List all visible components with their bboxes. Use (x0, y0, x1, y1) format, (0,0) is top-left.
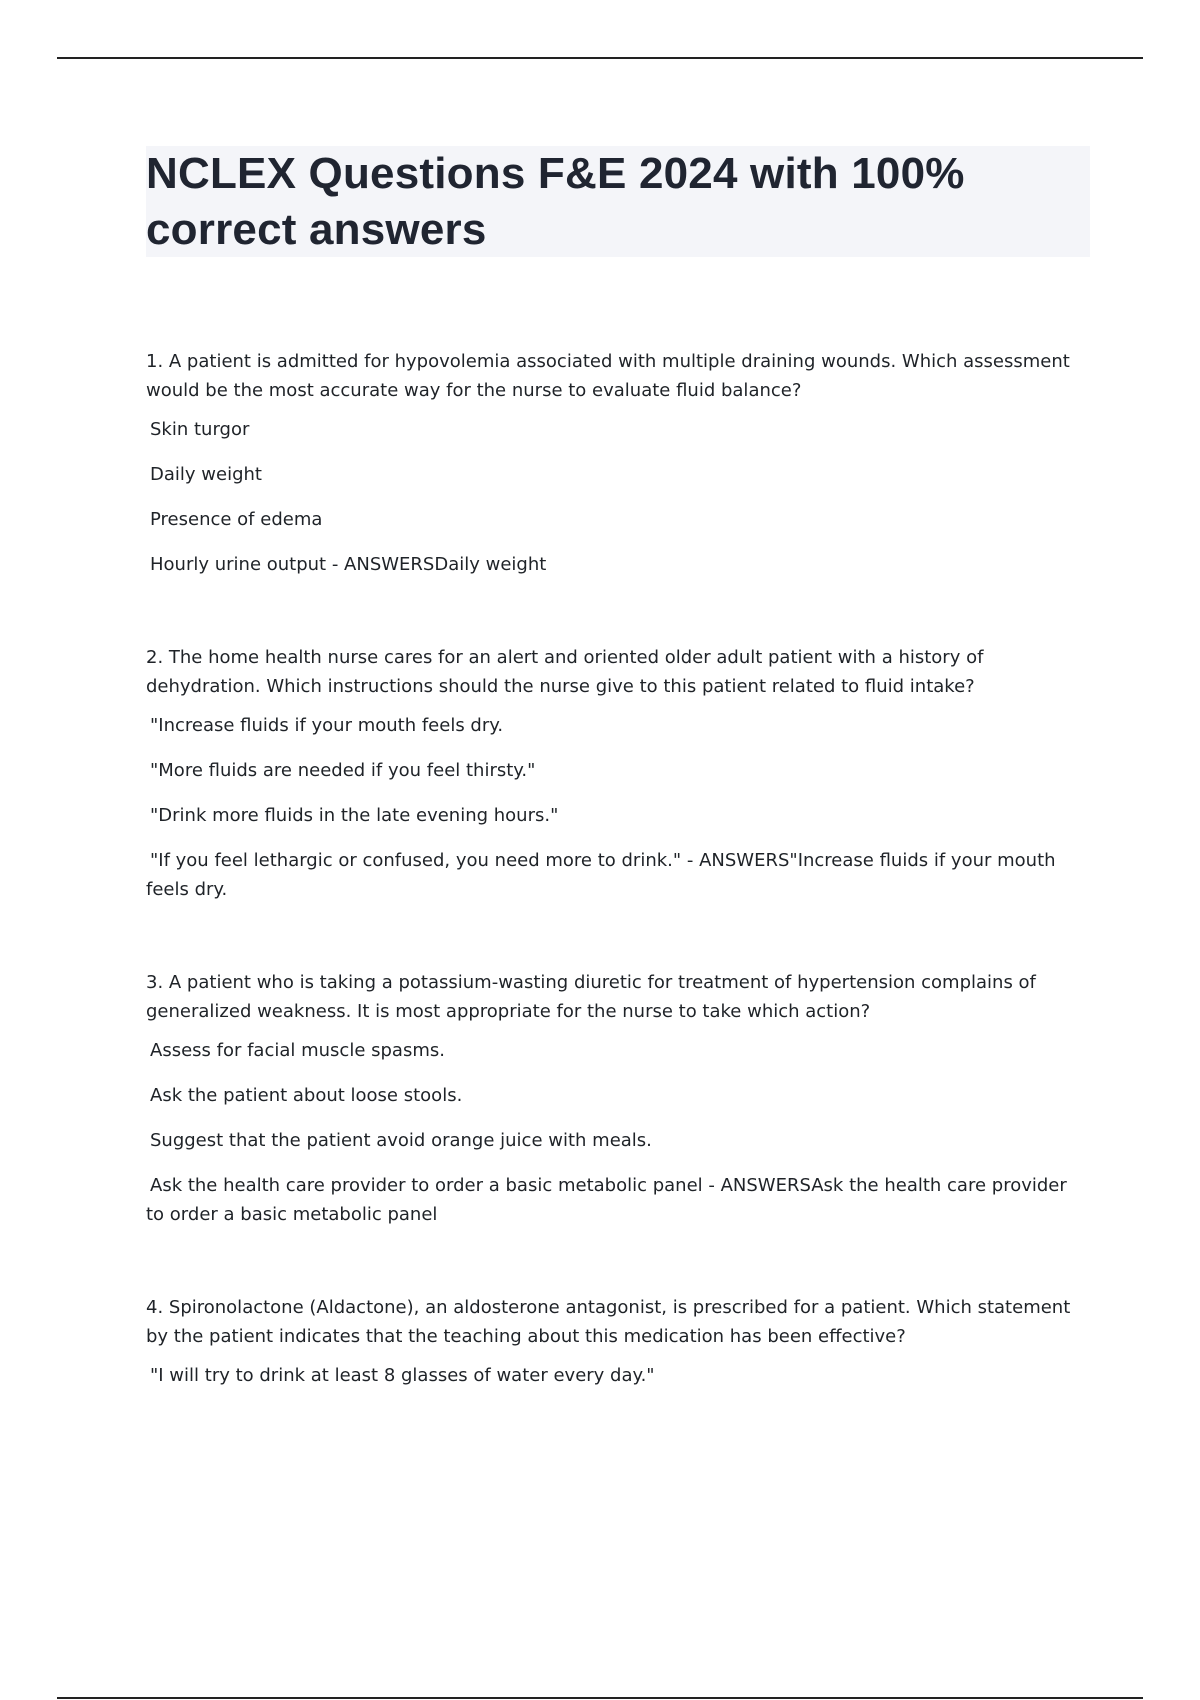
bottom-divider (57, 1697, 1143, 1699)
answer-option-with-key: Ask the health care provider to order a basic metabolic panel - ANSWERSAsk the health care provider to order a basic metabolic panel (146, 1175, 1067, 1225)
answer-option: "Drink more fluids in the late evening hours." (150, 805, 559, 826)
question-4 (146, 1293, 1086, 1390)
question-list (146, 347, 1086, 1454)
question-stem: 3. A patient who is taking a potassium-wasting diuretic for treatment of hypertension complains of generalized weakness. It is most appropriate for the nurse to take which action? (146, 972, 1036, 1022)
page-title: NCLEX Questions F&E 2024 with 100% correct answers (146, 149, 965, 254)
question-stem: 1. A patient is admitted for hypovolemia associated with multiple draining wounds. Which assessment would be the most accurate way for the nurse to evaluate fluid balance? (146, 351, 1070, 401)
question-stem: 4. Spironolactone (Aldactone), an aldosterone antagonist, is prescribed for a patient. Which statement by the patient indicates that the teaching about this medication has been effective? (146, 1297, 1071, 1347)
question-2 (146, 643, 1086, 904)
question-3 (146, 968, 1086, 1229)
title-banner (146, 146, 1090, 257)
answer-option: Skin turgor (150, 419, 250, 440)
top-divider (57, 57, 1143, 59)
question-1 (146, 347, 1086, 579)
answer-option-with-key: "If you feel lethargic or confused, you need more to drink." - ANSWERS"Increase fluids if your mouth feels dry. (146, 850, 1056, 900)
answer-option: Daily weight (150, 464, 262, 485)
question-stem: 2. The home health nurse cares for an alert and oriented older adult patient with a history of dehydration. Which instructions should the nurse give to this patient related to fluid intake? (146, 647, 984, 697)
answer-option: "I will try to drink at least 8 glasses of water every day." (150, 1365, 655, 1386)
answer-option: "More fluids are needed if you feel thirsty." (150, 760, 536, 781)
answer-option-with-key: Hourly urine output - ANSWERSDaily weight (150, 554, 547, 575)
answer-option: Presence of edema (150, 509, 323, 530)
answer-option: Suggest that the patient avoid orange juice with meals. (150, 1130, 652, 1151)
answer-option: Ask the patient about loose stools. (150, 1085, 463, 1106)
answer-option: Assess for facial muscle spasms. (150, 1040, 445, 1061)
answer-option: "Increase fluids if your mouth feels dry. (150, 715, 504, 736)
